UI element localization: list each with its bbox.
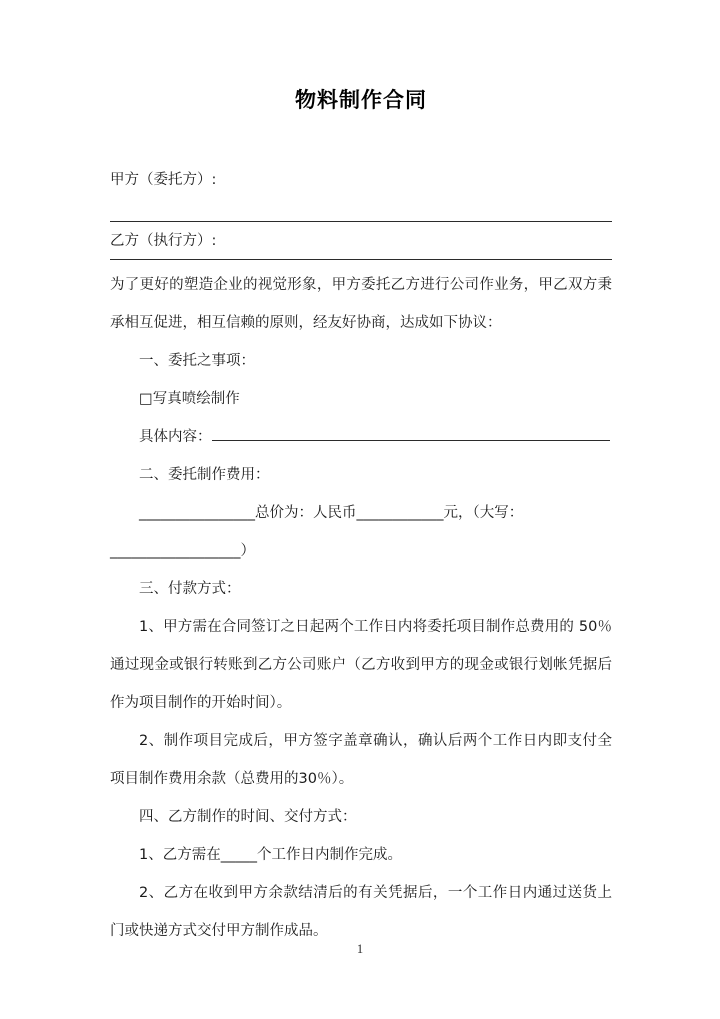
section-1-detail-label: 具体内容： <box>139 429 212 446</box>
section-3-heading: 三、付款方式： <box>139 581 241 598</box>
document-body <box>110 0 612 950</box>
section-1-heading: 一、委托之事项： <box>139 353 255 370</box>
fee-capital-blank[interactable]: __________________） <box>110 543 255 560</box>
preamble-paragraph: 为了更好的塑造企业的视觉形象，甲方委托乙方进行公司作业务，甲乙双方秉承相互促进，相互信赖的原则，经友好协商，达成如下协议： <box>110 277 612 332</box>
section-3-item-1: 1、甲方需在合同签订之日起两个工作日内将委托项目制作总费用的 50％通过现金或银行转账到乙方公司账户（乙方收到甲方的现金或银行划帐凭据后作为项目制作的开始时间）。 <box>110 619 612 712</box>
section-1-checkbox-item[interactable]: □写真喷绘制作 <box>139 391 240 408</box>
section-1-detail-field[interactable] <box>212 426 610 441</box>
fee-unit-label: 元，（大写： <box>443 505 524 522</box>
page-title: 物料制作合同 <box>295 88 427 112</box>
section-1-detail-row <box>110 418 612 456</box>
fee-total-blank-1[interactable]: ________________ <box>139 505 255 522</box>
fee-total-label: 总价为：人民币 <box>255 505 357 522</box>
section-4-item-2: 2、乙方在收到甲方余款结清后的有关凭据后，一个工作日内通过送货上门或快递方式交付甲方制作成品。 <box>110 885 612 940</box>
party-b-label: 乙方（执行方）: <box>110 233 217 250</box>
page-number: 1 <box>356 942 364 956</box>
section-2-heading: 二、委托制作费用： <box>139 467 270 484</box>
section-4-heading: 四、乙方制作的时间、交付方式： <box>139 809 357 826</box>
spacer <box>110 199 612 221</box>
section-2-fee-line <box>110 494 612 532</box>
section-3-item-2: 2、制作项目完成后，甲方签字盖章确认，确认后两个工作日内即支付全项目制作费用余款（总费用的30％）。 <box>110 733 612 788</box>
agreement-body <box>110 260 612 950</box>
fee-amount-blank[interactable]: ____________ <box>356 505 444 522</box>
section-4-item-1: 1、乙方需在_____个工作日内制作完成。 <box>139 847 402 864</box>
party-a-label: 甲方（委托方）: <box>110 172 217 189</box>
